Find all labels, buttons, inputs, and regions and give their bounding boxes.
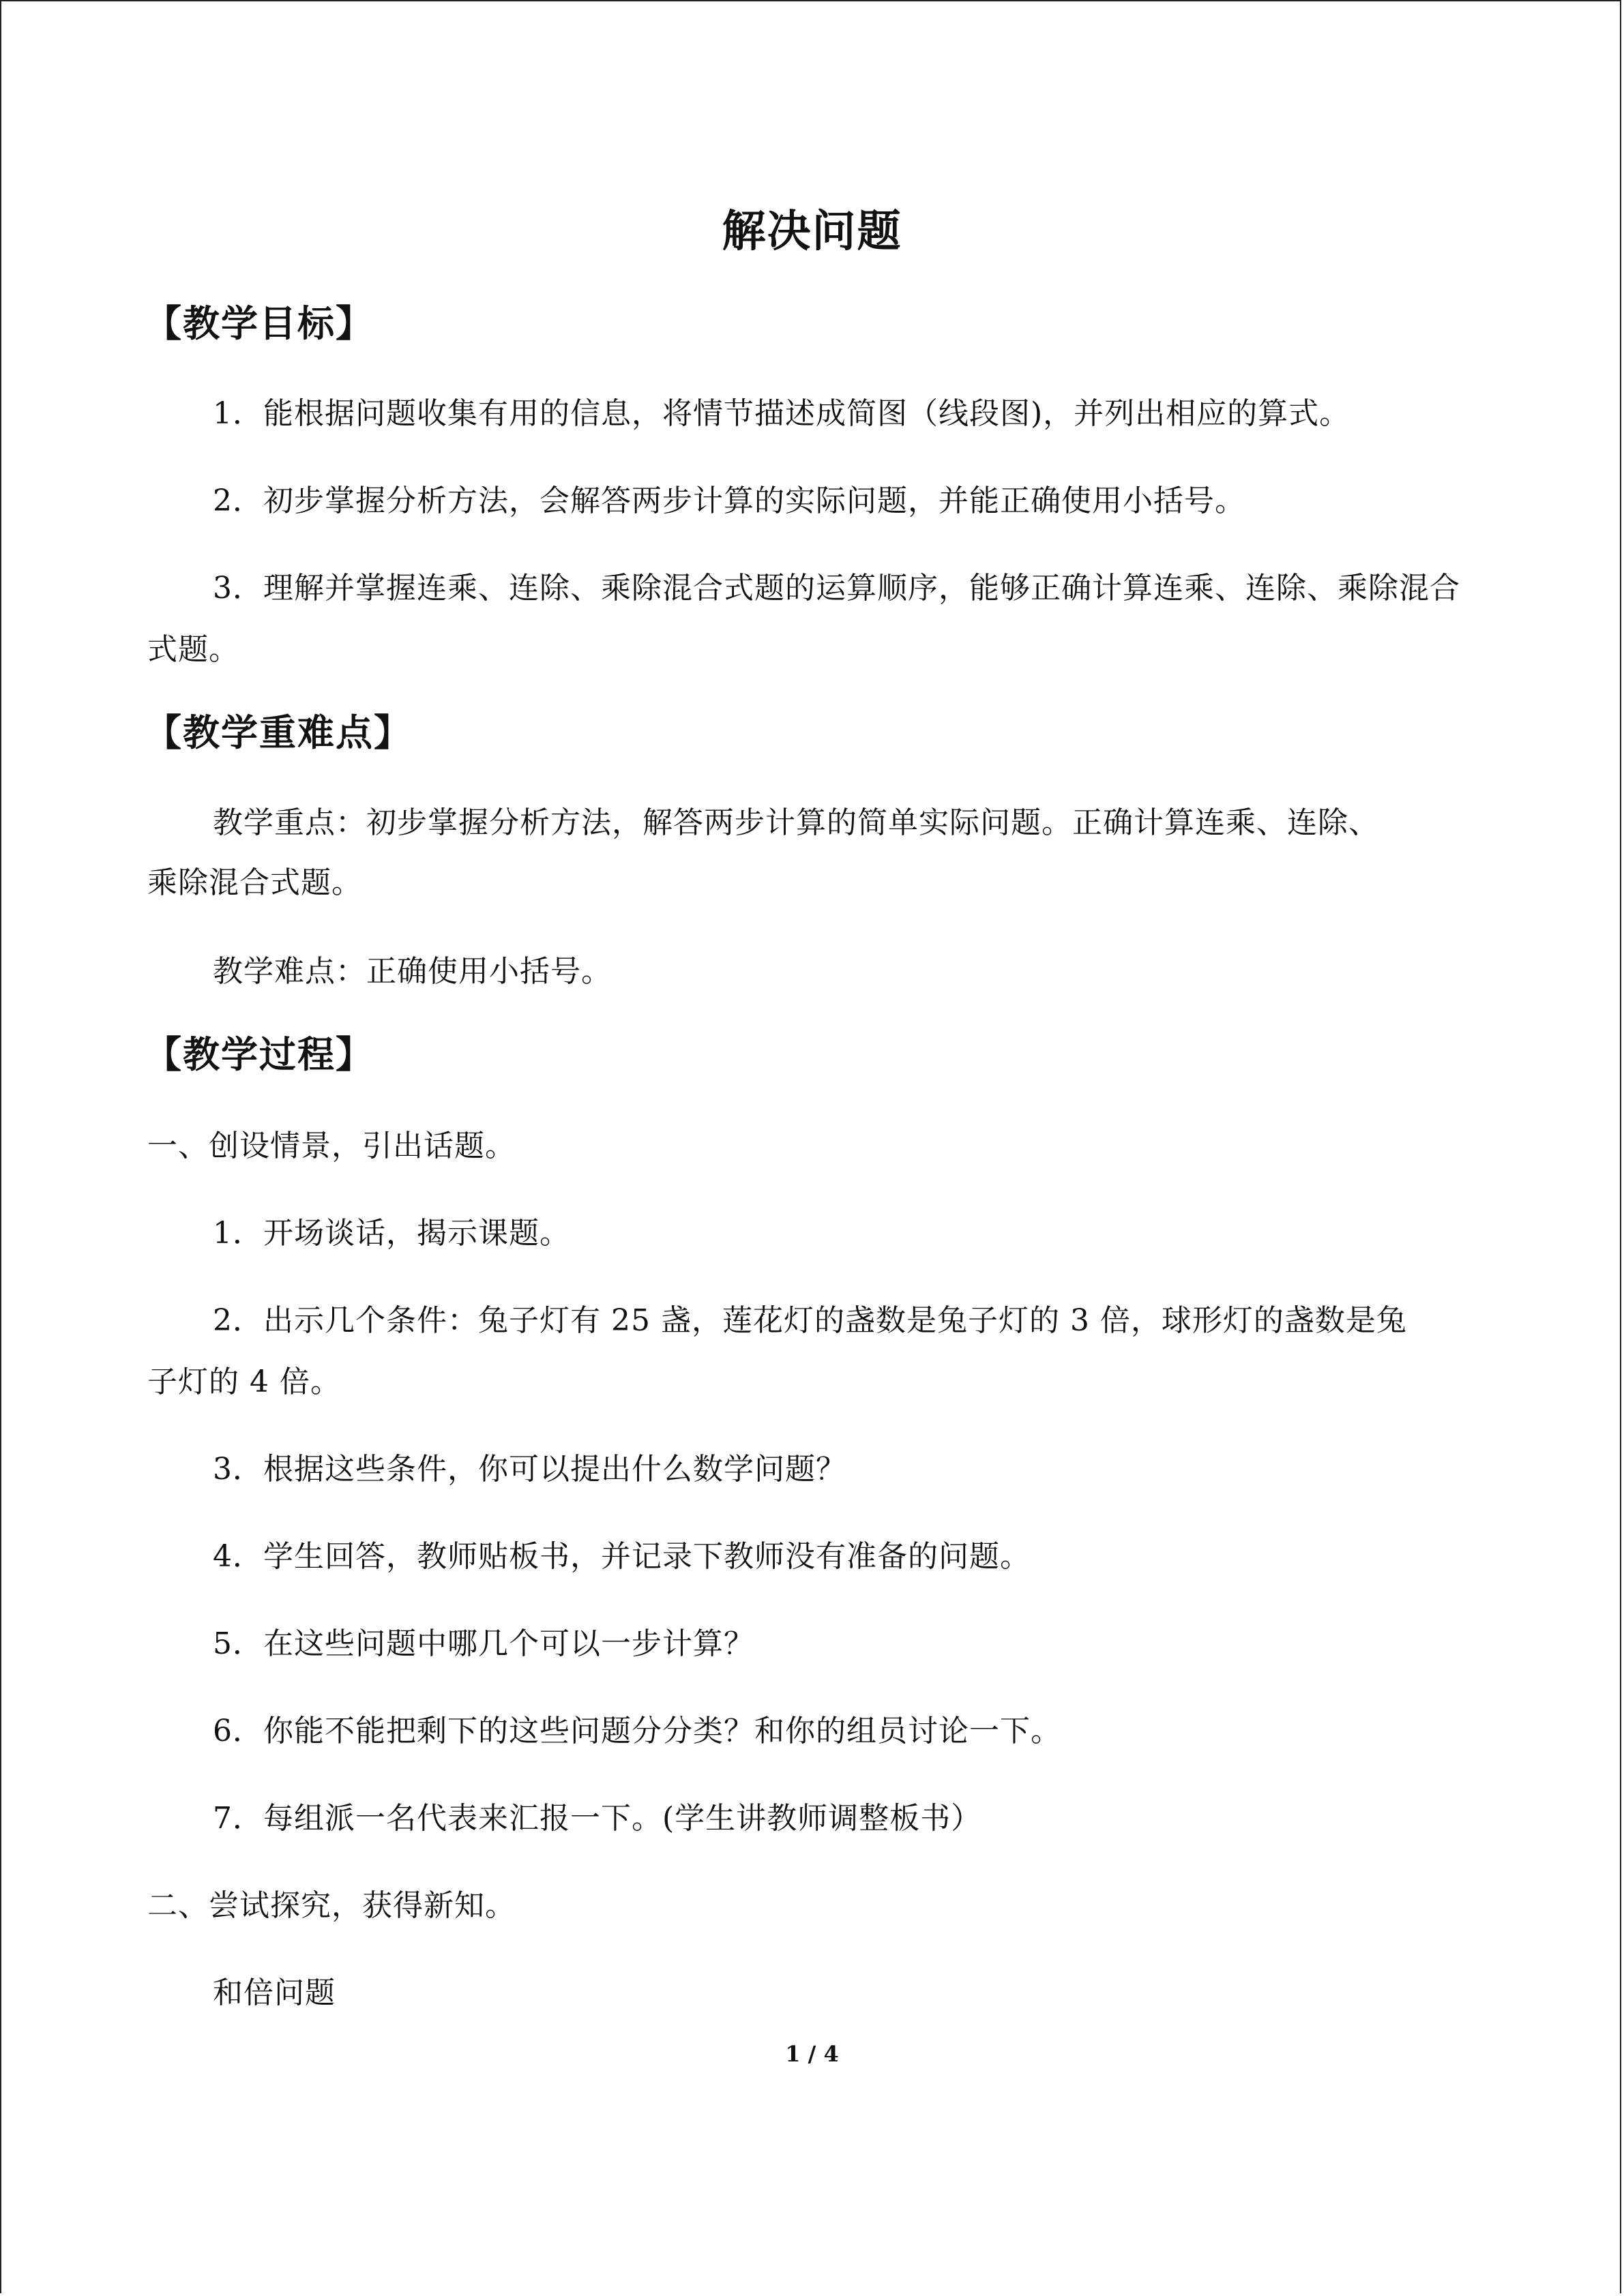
process-step-6: 6．你能不能把剩下的这些问题分分类？和你的组员讨论一下。 [213,1714,1061,1748]
objective-item-3: 3．理解并掌握连乘、连除、乘除混合式题的运算顺序，能够正确计算连乘、连除、乘除混合 [213,571,1460,606]
document-title: 解决问题 [722,206,902,257]
process-step-4: 4．学生回答，教师贴板书，并记录下教师没有准备的问题。 [213,1539,1031,1574]
process-step-2-continued: 子灯的 4 倍。 [147,1365,341,1399]
page-number: 1 / 4 [785,2041,839,2067]
teaching-focus-line-2: 乘除混合式题。 [147,865,362,900]
objective-item-1: 1．能根据问题收集有用的信息，将情节描述成简图（线段图)，并列出相应的算式。 [213,396,1350,431]
process-step-1: 1．开场谈话，揭示课题。 [213,1216,570,1251]
process-part-1: 一、创设情景，引出话题。 [147,1129,516,1163]
process-step-2: 2．出示几个条件：兔子灯有 25 盏，莲花灯的盏数是兔子灯的 3 倍，球形灯的盏数是兔 [213,1303,1407,1338]
process-subtopic: 和倍问题 [213,1976,336,2010]
teaching-focus-line-1: 教学重点：初步掌握分析方法，解答两步计算的简单实际问题。正确计算连乘、连除、 [213,805,1379,840]
section-heading-process: 【教学过程】 [145,1033,374,1076]
objective-item-2: 2．初步掌握分析方法，会解答两步计算的实际问题，并能正确使用小括号。 [213,483,1245,518]
process-part-2: 二、尝试探究，获得新知。 [147,1888,516,1923]
objective-item-3-continued: 式题。 [147,632,239,667]
teaching-difficulty: 教学难点：正确使用小括号。 [213,954,612,989]
section-heading-keypoints: 【教学重难点】 [145,711,412,754]
section-heading-objectives: 【教学目标】 [145,302,374,345]
process-step-7: 7．每组派一名代表来汇报一下。(学生讲教师调整板书） [213,1801,982,1836]
process-step-3: 3．根据这些条件，你可以提出什么数学问题？ [213,1452,846,1487]
process-step-5: 5．在这些问题中哪几个可以一步计算？ [213,1626,754,1661]
